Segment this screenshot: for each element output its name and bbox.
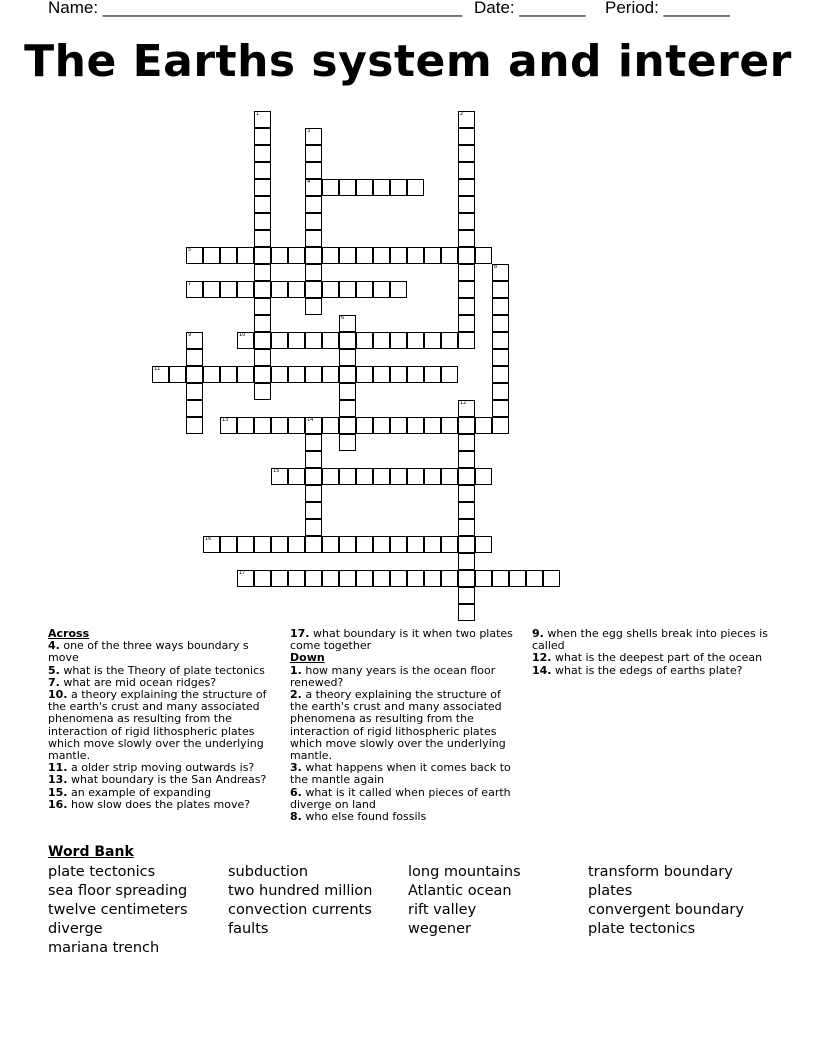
crossword-cell[interactable] (339, 179, 356, 196)
crossword-cell[interactable] (424, 417, 441, 434)
crossword-cell[interactable] (254, 196, 271, 213)
crossword-cell[interactable] (186, 247, 203, 264)
clue-across-15: 15. an example of expanding (48, 785, 211, 799)
clue-number: 4 (307, 179, 311, 185)
crossword-cell[interactable] (254, 230, 271, 247)
crossword-cell[interactable] (475, 417, 492, 434)
crossword-cell[interactable] (458, 502, 475, 519)
crossword-cell[interactable] (186, 366, 203, 383)
crossword-cell[interactable] (322, 570, 339, 587)
crossword-cell[interactable] (407, 366, 424, 383)
crossword-cell[interactable] (390, 417, 407, 434)
crossword-cell[interactable] (305, 281, 322, 298)
clue-number: 10 (239, 332, 246, 338)
crossword-cell[interactable] (407, 179, 424, 196)
crossword-cell[interactable] (356, 536, 373, 553)
clue-number: 2 (460, 111, 464, 117)
crossword-cell[interactable] (305, 570, 322, 587)
crossword-cell[interactable] (356, 247, 373, 264)
crossword-cell[interactable] (322, 281, 339, 298)
crossword-cell[interactable] (458, 145, 475, 162)
crossword-cell[interactable] (339, 468, 356, 485)
crossword-cell[interactable] (305, 434, 322, 451)
clue-across-11: 11. a older strip moving outwards is? (48, 761, 255, 775)
crossword-cell[interactable] (373, 536, 390, 553)
crossword-cell[interactable] (305, 417, 322, 434)
crossword-cell[interactable] (373, 417, 390, 434)
word-bank-item: long mountains (408, 864, 521, 880)
crossword-cell[interactable] (339, 417, 356, 434)
crossword-cell[interactable] (441, 536, 458, 553)
crossword-cell[interactable] (390, 179, 407, 196)
crossword-cell[interactable] (254, 332, 271, 349)
crossword-cell[interactable] (492, 349, 509, 366)
crossword-cell[interactable] (322, 417, 339, 434)
crossword-cell[interactable] (458, 332, 475, 349)
crossword-cell[interactable] (492, 366, 509, 383)
word-bank-item: plates (588, 883, 633, 899)
crossword-cell[interactable] (271, 332, 288, 349)
crossword-cell[interactable] (373, 468, 390, 485)
crossword-cell[interactable] (458, 315, 475, 332)
clue-down-6: 6. what is it called when pieces of earth diverge on land (290, 785, 511, 811)
word-bank-item: transform boundary (588, 864, 733, 880)
word-bank-item: two hundred million (228, 883, 373, 899)
crossword-cell[interactable] (254, 162, 271, 179)
crossword-cell[interactable] (237, 417, 254, 434)
word-bank-column-3 (408, 863, 521, 939)
crossword-cell[interactable] (475, 570, 492, 587)
crossword-cell[interactable] (356, 366, 373, 383)
crossword-cell[interactable] (288, 417, 305, 434)
crossword-cell[interactable] (271, 366, 288, 383)
crossword-cell[interactable] (373, 366, 390, 383)
crossword-cell[interactable] (288, 536, 305, 553)
crossword-cell[interactable] (288, 570, 305, 587)
word-bank-item: wegener (408, 921, 471, 937)
clue-down-8: 8. who else found fossils (290, 810, 427, 824)
crossword-cell[interactable] (186, 400, 203, 417)
crossword-cell[interactable] (458, 298, 475, 315)
crossword-cell[interactable] (322, 332, 339, 349)
across-heading: Across (48, 627, 90, 640)
clue-number: 15 (273, 468, 280, 474)
crossword-cell[interactable] (254, 179, 271, 196)
crossword-cell[interactable] (322, 179, 339, 196)
crossword-cell[interactable] (458, 417, 475, 434)
crossword-cell[interactable] (169, 366, 186, 383)
crossword-cell[interactable] (458, 570, 475, 587)
crossword-cell[interactable] (254, 298, 271, 315)
crossword-cell[interactable] (254, 570, 271, 587)
word-bank-item: convergent boundary (588, 902, 744, 918)
word-bank-item: convection currents (228, 902, 372, 918)
crossword-cell[interactable] (254, 366, 271, 383)
clue-number: 17 (239, 570, 246, 576)
crossword-cell[interactable] (203, 536, 220, 553)
date-field[interactable]: Date: _______ (474, 0, 586, 17)
clue-number: 6 (341, 315, 345, 321)
clue-number: 16 (205, 536, 212, 542)
clue-down-1: 1. how many years is the ocean floor renewed? (290, 663, 496, 689)
crossword-cell[interactable] (254, 264, 271, 281)
crossword-cell[interactable] (186, 281, 203, 298)
crossword-cell[interactable] (458, 247, 475, 264)
crossword-cell[interactable] (492, 400, 509, 417)
crossword-cell[interactable] (424, 332, 441, 349)
crossword-cell[interactable] (407, 468, 424, 485)
clue-across-4: 4. one of the three ways boundary s move (48, 639, 249, 665)
crossword-cell[interactable] (458, 604, 475, 621)
crossword-cell[interactable] (390, 536, 407, 553)
crossword-cell[interactable] (254, 145, 271, 162)
crossword-cell[interactable] (220, 366, 237, 383)
word-bank-item: faults (228, 921, 269, 937)
clue-number: 1 (256, 111, 260, 117)
crossword-cell[interactable] (458, 213, 475, 230)
crossword-cell[interactable] (356, 570, 373, 587)
crossword-cell[interactable] (339, 570, 356, 587)
crossword-cell[interactable] (458, 553, 475, 570)
clue-down-2: 2. a theory explaining the structure of the earth's crust and many associated phenomena as resulting from the interaction of rigid lithospheric plates which move slowly over the underlying mantle. (290, 688, 506, 763)
crossword-cell[interactable] (322, 366, 339, 383)
crossword-cell[interactable] (458, 587, 475, 604)
crossword-cell[interactable] (441, 247, 458, 264)
clue-across-17: 17. what boundary is it when two plates come together (290, 627, 513, 653)
crossword-cell[interactable] (254, 281, 271, 298)
crossword-cell[interactable] (305, 247, 322, 264)
crossword-cell[interactable] (373, 247, 390, 264)
crossword-cell[interactable] (305, 332, 322, 349)
crossword-cell[interactable] (475, 247, 492, 264)
crossword-cell[interactable] (305, 264, 322, 281)
crossword-cell[interactable] (458, 128, 475, 145)
crossword-cell[interactable] (237, 281, 254, 298)
crossword-cell[interactable] (339, 383, 356, 400)
crossword-cell[interactable] (271, 468, 288, 485)
crossword-cell[interactable] (220, 247, 237, 264)
clue-down-14: 14. what is the edegs of earths plate? (532, 663, 743, 677)
word-bank-title: Word Bank (48, 844, 134, 860)
crossword-cell[interactable] (492, 298, 509, 315)
clue-number: 5 (188, 247, 192, 253)
clue-number: 12 (460, 400, 467, 406)
crossword-cell[interactable] (475, 536, 492, 553)
crossword-cell[interactable] (237, 536, 254, 553)
crossword-cell[interactable] (271, 536, 288, 553)
clue-number: 8 (494, 264, 498, 270)
crossword-cell[interactable] (305, 213, 322, 230)
crossword-cell[interactable] (339, 332, 356, 349)
crossword-cell[interactable] (186, 417, 203, 434)
crossword-cell[interactable] (254, 536, 271, 553)
clue-number: 3 (307, 128, 311, 134)
crossword-cell[interactable] (458, 281, 475, 298)
word-bank-item: plate tectonics (48, 864, 156, 880)
crossword-cell[interactable] (305, 451, 322, 468)
crossword-cell[interactable] (254, 383, 271, 400)
crossword-cell[interactable] (356, 417, 373, 434)
period-field[interactable]: Period: _______ (605, 0, 730, 17)
crossword-cell[interactable] (305, 468, 322, 485)
crossword-cell[interactable] (458, 400, 475, 417)
crossword-cell[interactable] (441, 332, 458, 349)
crossword-cell[interactable] (373, 332, 390, 349)
crossword-cell[interactable] (288, 247, 305, 264)
crossword-cell[interactable] (475, 468, 492, 485)
crossword-cell[interactable] (203, 366, 220, 383)
crossword-cell[interactable] (458, 264, 475, 281)
crossword-cell[interactable] (322, 247, 339, 264)
crossword-cell[interactable] (339, 315, 356, 332)
crossword-cell[interactable] (441, 417, 458, 434)
crossword-cell[interactable] (254, 111, 271, 128)
crossword-cell[interactable] (492, 264, 509, 281)
crossword-cell[interactable] (458, 179, 475, 196)
word-bank-item: sea floor spreading (48, 883, 188, 899)
crossword-cell[interactable] (305, 128, 322, 145)
crossword-cell[interactable] (356, 179, 373, 196)
crossword-cell[interactable] (458, 196, 475, 213)
word-bank-item: twelve centimeters (48, 902, 188, 918)
crossword-cell[interactable] (288, 281, 305, 298)
crossword-cell[interactable] (424, 536, 441, 553)
crossword-cell[interactable] (339, 281, 356, 298)
crossword-cell[interactable] (271, 417, 288, 434)
crossword-cell[interactable] (373, 281, 390, 298)
crossword-cell[interactable] (254, 213, 271, 230)
crossword-cell[interactable] (458, 111, 475, 128)
crossword-cell[interactable] (492, 383, 509, 400)
crossword-cell[interactable] (492, 570, 509, 587)
crossword-cell[interactable] (305, 519, 322, 536)
crossword-cell[interactable] (390, 247, 407, 264)
crossword-cell[interactable] (305, 179, 322, 196)
word-bank-item: mariana trench (48, 940, 160, 956)
crossword-cell[interactable] (305, 298, 322, 315)
clue-number: 14 (307, 417, 314, 423)
crossword-cell[interactable] (152, 366, 169, 383)
crossword-cell[interactable] (424, 468, 441, 485)
name-field[interactable]: Name: ______________________________________ (48, 0, 463, 17)
crossword-cell[interactable] (492, 417, 509, 434)
crossword-cell[interactable] (407, 570, 424, 587)
down-heading: Down (290, 651, 325, 665)
crossword-cell[interactable] (220, 417, 237, 434)
crossword-cell[interactable] (288, 366, 305, 383)
crossword-cell[interactable] (458, 519, 475, 536)
crossword-cell[interactable] (492, 281, 509, 298)
clue-number: 7 (188, 281, 192, 287)
crossword-cell[interactable] (203, 281, 220, 298)
crossword-cell[interactable] (322, 536, 339, 553)
crossword-cell[interactable] (509, 570, 526, 587)
crossword-cell[interactable] (271, 570, 288, 587)
clue-down-9: 9. when the egg shells break into pieces is called (532, 627, 768, 653)
clue-across-5: 5. what is the Theory of plate tectonics (48, 663, 265, 677)
crossword-cell[interactable] (424, 366, 441, 383)
crossword-cell[interactable] (339, 366, 356, 383)
clue-across-16: 16. how slow does the plates move? (48, 797, 251, 811)
crossword-cell[interactable] (458, 485, 475, 502)
crossword-cell[interactable] (339, 536, 356, 553)
crossword-cell[interactable] (305, 485, 322, 502)
crossword-cell[interactable] (424, 247, 441, 264)
crossword-cell[interactable] (441, 468, 458, 485)
crossword-cell[interactable] (390, 570, 407, 587)
word-bank-item: rift valley (408, 902, 477, 918)
clue-down-12: 12. what is the deepest part of the ocean (532, 651, 763, 665)
clue-across-7: 7. what are mid ocean ridges? (48, 675, 217, 689)
crossword-cell[interactable] (237, 247, 254, 264)
crossword-cell[interactable] (373, 179, 390, 196)
crossword-cell[interactable] (305, 162, 322, 179)
crossword-cell[interactable] (492, 315, 509, 332)
clue-number: 9 (188, 332, 192, 338)
clues-column-2 (290, 628, 522, 823)
crossword-cell[interactable] (220, 281, 237, 298)
crossword-cell[interactable] (186, 349, 203, 366)
crossword-cell[interactable] (237, 332, 254, 349)
crossword-cell[interactable] (322, 468, 339, 485)
crossword-cell[interactable] (305, 366, 322, 383)
crossword-cell[interactable] (458, 536, 475, 553)
crossword-cell[interactable] (339, 400, 356, 417)
crossword-cell[interactable] (305, 536, 322, 553)
crossword-cell[interactable] (458, 468, 475, 485)
crossword-cell[interactable] (390, 281, 407, 298)
crossword-cell[interactable] (254, 315, 271, 332)
crossword-cell[interactable] (186, 383, 203, 400)
crossword-cell[interactable] (424, 570, 441, 587)
crossword-cell[interactable] (237, 366, 254, 383)
crossword-cell[interactable] (203, 247, 220, 264)
crossword-cell[interactable] (254, 247, 271, 264)
crossword-cell[interactable] (271, 247, 288, 264)
crossword-cell[interactable] (441, 570, 458, 587)
word-bank-column-2 (228, 863, 372, 939)
crossword-cell[interactable] (305, 196, 322, 213)
word-bank-column-4 (588, 863, 744, 939)
crossword-cell[interactable] (237, 570, 254, 587)
crossword-cell[interactable] (305, 230, 322, 247)
crossword-cell[interactable] (305, 145, 322, 162)
page-title: The Earths system and interer (24, 36, 792, 87)
crossword-cell[interactable] (271, 281, 288, 298)
word-bank-item: plate tectonics (588, 921, 696, 937)
crossword-cell[interactable] (458, 434, 475, 451)
clue-number: 13 (222, 417, 229, 423)
clue-down-3: 3. what happens when it comes back to the mantle again (290, 761, 511, 787)
crossword-cell[interactable] (373, 570, 390, 587)
crossword-cell[interactable] (220, 536, 237, 553)
crossword-cell[interactable] (492, 332, 509, 349)
crossword-cell[interactable] (254, 128, 271, 145)
crossword-cell[interactable] (288, 332, 305, 349)
clue-across-10: 10. a theory explaining the structure of the earth's crust and many associated phenomena as resulting from the interaction of rigid lithospheric plates which move slowly over the underlying mantle. (48, 688, 267, 763)
crossword-cell[interactable] (458, 230, 475, 247)
crossword-cell[interactable] (407, 536, 424, 553)
crossword-cell[interactable] (526, 570, 543, 587)
crossword-cell[interactable] (458, 451, 475, 468)
crossword-cell[interactable] (356, 281, 373, 298)
crossword-cell[interactable] (458, 162, 475, 179)
word-bank-column-1 (48, 863, 188, 958)
crossword-cell[interactable] (407, 332, 424, 349)
crossword-cell[interactable] (441, 366, 458, 383)
crossword-cell[interactable] (390, 468, 407, 485)
crossword-cell[interactable] (186, 332, 203, 349)
crossword-cell[interactable] (407, 417, 424, 434)
crossword-cell[interactable] (288, 468, 305, 485)
crossword-cell[interactable] (407, 247, 424, 264)
clue-across-13: 13. what boundary is the San Andreas? (48, 773, 267, 787)
crossword-cell[interactable] (339, 247, 356, 264)
crossword-cell[interactable] (390, 332, 407, 349)
word-bank-item: Atlantic ocean (408, 883, 512, 899)
crossword-cell[interactable] (305, 502, 322, 519)
crossword-cell[interactable] (356, 332, 373, 349)
word-bank-item: diverge (48, 921, 103, 937)
crossword-cell[interactable] (254, 417, 271, 434)
crossword-cell[interactable] (339, 434, 356, 451)
clues-column-1 (48, 628, 280, 811)
clue-number: 11 (154, 366, 161, 372)
crossword-cell[interactable] (356, 468, 373, 485)
crossword-cell[interactable] (543, 570, 560, 587)
crossword-cell[interactable] (254, 349, 271, 366)
word-bank-item: subduction (228, 864, 309, 880)
clues-column-3 (532, 628, 768, 677)
crossword-cell[interactable] (339, 349, 356, 366)
crossword-cell[interactable] (390, 366, 407, 383)
